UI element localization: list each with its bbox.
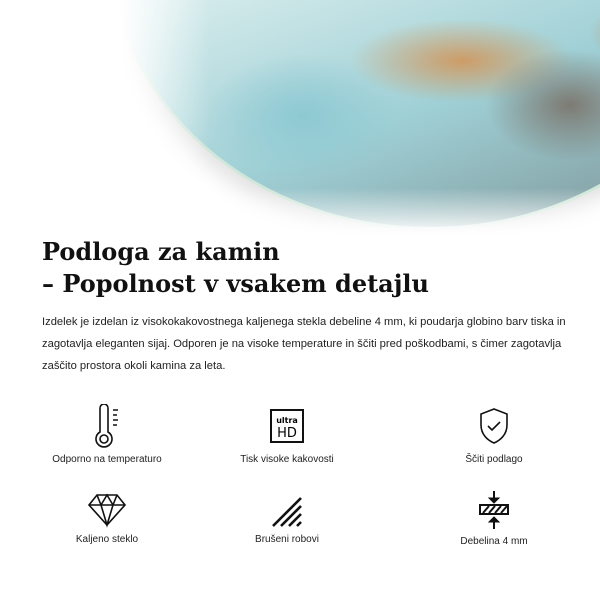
feature-protects-surface (404, 404, 584, 465)
page-title (42, 236, 429, 300)
svg-text:HD: HD (277, 426, 297, 441)
thermometer-icon (87, 404, 127, 448)
feature-label: Kaljeno steklo (75, 534, 139, 545)
thickness-icon (474, 490, 514, 530)
product-image (0, 0, 600, 235)
svg-text:ultra: ultra (276, 416, 298, 425)
feature-thickness (404, 490, 584, 547)
feature-label: Debelina 4 mm (460, 536, 528, 547)
title-line-2: – Popolnost v vsakem detajlu (42, 269, 429, 298)
feature-print-quality (197, 404, 377, 465)
ultra-hd-icon (267, 404, 307, 448)
feature-ground-edges (197, 490, 377, 545)
feature-label: Odporno na temperaturo (52, 454, 162, 465)
diamond-icon (87, 490, 127, 528)
feature-temperature (17, 404, 197, 465)
title-line-1: Podloga za kamin (42, 237, 280, 266)
ground-edges-icon (267, 490, 307, 528)
feature-label: Ščiti podlago (465, 454, 523, 465)
shield-check-icon (474, 404, 514, 448)
description: Izdelek je izdelan iz visokokakovostnega kaljenega stekla debeline 4 mm, ki poudarja globino barv tiska in zagotavlja eleganten sijaj. Odporen je na visoke temperature in ščiti pred poškodbami, s čimer zagotavlja zaščito prostora okoli kamina za leta. (42, 316, 566, 372)
feature-label: Brušeni robovi (255, 534, 319, 545)
feature-tempered-glass (17, 490, 197, 545)
feature-label: Tisk visoke kakovosti (240, 454, 334, 465)
